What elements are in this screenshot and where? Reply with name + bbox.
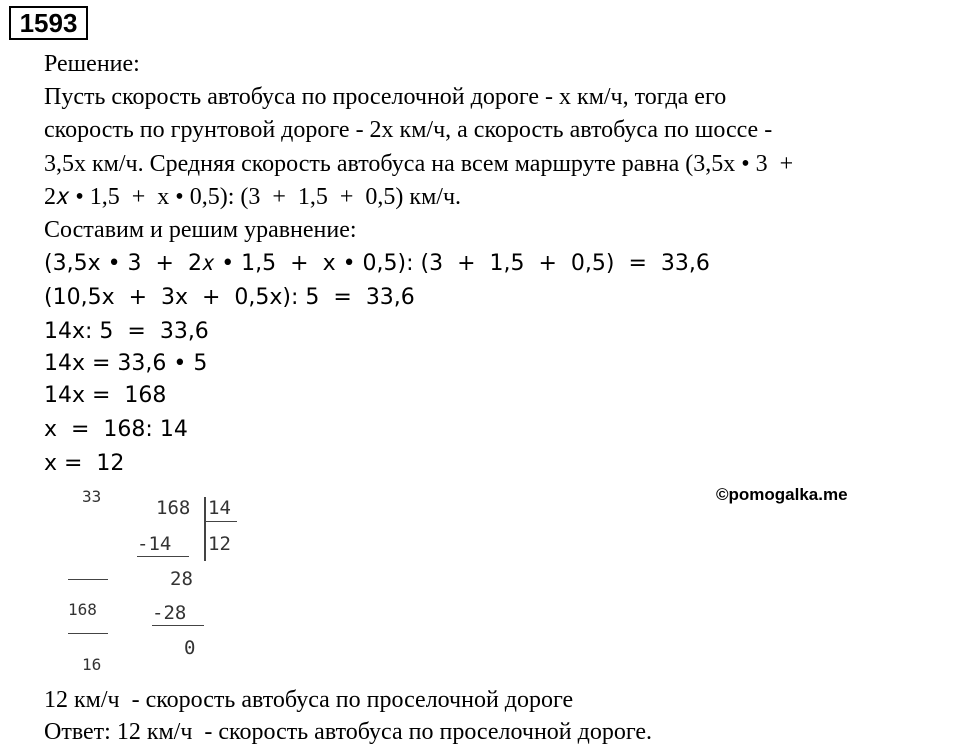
equation-step-3: 14x: 5 = 33,6 xyxy=(44,319,209,344)
watermark: ©pomogalka.me xyxy=(716,485,848,504)
equation-step-2: (10,5x + 3x + 0,5x): 5 = 33,6 xyxy=(44,285,415,310)
solution-paragraph-line-1: Пусть скорость автобуса по проселочной дороге - х км/ч, тогда его xyxy=(44,84,727,110)
equation-step-4: 14x = 33,6 • 5 xyxy=(44,351,208,376)
long-division-dividend: 168 xyxy=(156,497,191,519)
solution-label: Решение: xyxy=(44,51,140,77)
answer-line: Ответ: 12 км/ч - скорость автобуса по проселочной дороге. xyxy=(44,719,653,745)
equation-step-7: x = 12 xyxy=(44,451,125,476)
long-division-remainder-1: 28 xyxy=(170,568,193,590)
long-division-rule-1 xyxy=(137,556,189,557)
long-division-remainder-2: 0 xyxy=(184,637,196,659)
long-division-step-1: -14 xyxy=(137,533,172,555)
side-calc-bottom: 16 xyxy=(82,655,102,674)
side-calc-rule-2 xyxy=(68,633,108,634)
solution-paragraph-line-4: 2𝑥 • 1,5 + x • 0,5): (3 + 1,5 + 0,5) км/ч. xyxy=(44,184,462,210)
solution-paragraph-line-3: 3,5х км/ч. Средняя скорость автобуса на всем маршруте равна (3,5x • 3 + xyxy=(44,151,794,177)
equation-step-1: (3,5x • 3 + 2𝑥 • 1,5 + x • 0,5): (3 + 1,5 + 0,5) = 33,6 xyxy=(44,251,710,276)
side-calc-rule-1 xyxy=(68,579,108,580)
long-division-step-2: -28 xyxy=(152,602,187,624)
long-division-rule-2 xyxy=(152,625,204,626)
long-division-bar xyxy=(204,497,206,561)
side-calc-middle: 168 xyxy=(68,600,97,619)
long-division-quotient: 12 xyxy=(208,533,231,555)
long-division-divisor: 14 xyxy=(208,497,231,519)
equation-step-5: 14x = 168 xyxy=(44,383,167,408)
solution-paragraph-line-2: скорость по грунтовой дороге - 2х км/ч, а скорость автобуса по шоссе - xyxy=(44,117,773,143)
equation-intro: Составим и решим уравнение: xyxy=(44,217,357,243)
problem-number: 1593 xyxy=(9,6,88,40)
long-division-divisor-rule xyxy=(205,521,237,522)
result-line: 12 км/ч - скорость автобуса по проселочной дороге xyxy=(44,687,574,713)
side-calc-top: 33 xyxy=(82,487,102,506)
equation-step-6: x = 168: 14 xyxy=(44,417,188,442)
